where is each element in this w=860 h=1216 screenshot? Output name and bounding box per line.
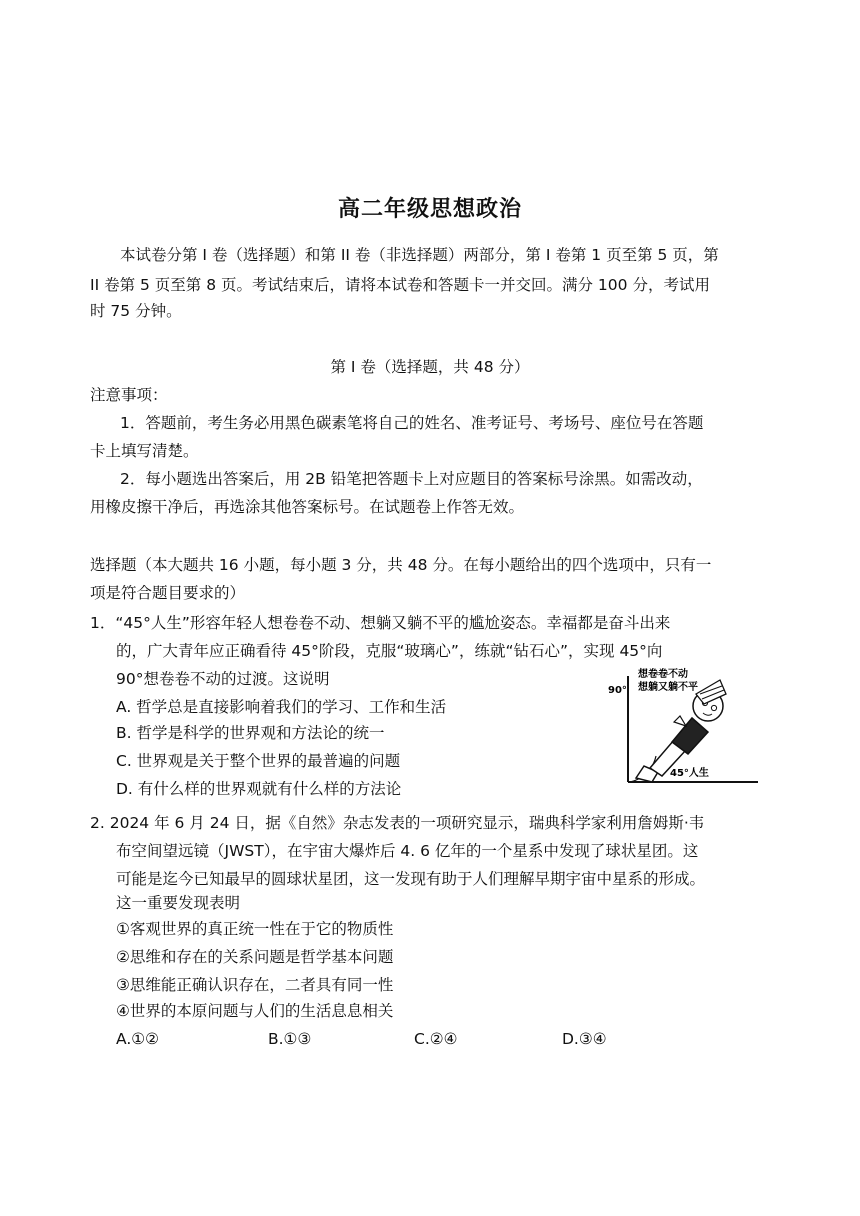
figure-label-45: 45°人生 <box>670 768 709 779</box>
intro-line-3: 时 75 分钟。 <box>90 302 182 320</box>
figure-label-90: 90° <box>608 685 627 696</box>
q1-stem-line-3: 90°想卷卷不动的过渡。这说明 <box>116 670 330 688</box>
leaning-person-icon <box>636 680 726 782</box>
notice-line-1: 1．答题前，考生务必用黑色碳素笔将自己的姓名、准考证号、考场号、座位号在答题 <box>120 414 704 432</box>
q2-stem-line-2: 布空间望远镜（JWST），在宇宙大爆炸后 4. 6 亿年的一个星系中发现了球状星团。这 <box>116 842 699 860</box>
page-title: 高二年级思想政治 <box>337 196 522 222</box>
q2-option-c: C.②④ <box>414 1030 458 1048</box>
q2-stem-line-4: 这一重要发现表明 <box>116 894 241 912</box>
intro-line-1: 本试卷分第 I 卷（选择题）和第 II 卷（非选择题）两部分，第 I 卷第 1 页至第 5 页，第 <box>120 246 719 264</box>
q1-option-a: A. 哲学总是直接影响着我们的学习、工作和生活 <box>116 698 447 716</box>
q2-option-d: D.③④ <box>562 1030 607 1048</box>
q1-stem-line-1: 1．“45°人生”形容年轻人想卷卷不动、想躺又躺不平的尴尬姿态。幸福都是奋斗出来 <box>90 614 671 632</box>
q1-option-d: D. 有什么样的世界观就有什么样的方法论 <box>116 780 402 798</box>
q1-illustration <box>608 664 760 786</box>
intro-line-2: II 卷第 5 页至第 8 页。考试结束后，请将本试卷和答题卡一并交回。满分 100 分，考试用 <box>90 276 710 294</box>
section-intro-line-2: 项是符合题目要求的） <box>90 584 246 602</box>
notice-line-2: 卡上填写清楚。 <box>90 442 199 460</box>
figure-label-top-1: 想卷卷不动 <box>638 669 688 680</box>
notice-line-3: 2．每小题选出答案后，用 2B 铅笔把答题卡上对应题目的答案标号涂黑。如需改动， <box>120 470 703 488</box>
part1-header: 第 I 卷（选择题，共 48 分） <box>330 358 530 376</box>
q2-statement-4: ④世界的本原问题与人们的生活息息相关 <box>116 1002 394 1020</box>
q2-stem-line-1: 2. 2024 年 6 月 24 日，据《自然》杂志发表的一项研究显示，瑞典科学家利用詹姆斯·韦 <box>90 814 705 832</box>
q1-option-b: B. 哲学是科学的世界观和方法论的统一 <box>116 724 385 742</box>
section-intro-line-1: 选择题（本大题共 16 小题，每小题 3 分，共 48 分。在每小题给出的四个选项中，只有一 <box>90 556 712 574</box>
q2-statement-3: ③思维能正确认识存在，二者具有同一性 <box>116 976 394 994</box>
q2-statement-1: ①客观世界的真正统一性在于它的物质性 <box>116 920 394 938</box>
q2-option-b: B.①③ <box>268 1030 312 1048</box>
q2-option-a: A.①② <box>116 1030 160 1048</box>
figure-label-top-2: 想躺又躺不平 <box>638 682 698 693</box>
notice-title: 注意事项： <box>90 386 168 404</box>
q2-stem-line-3: 可能是迄今已知最早的圆球状星团，这一发现有助于人们理解早期宇宙中星系的形成。 <box>116 870 706 888</box>
q1-stem-line-2: 的，广大青年应正确看待 45°阶段，克服“玻璃心”，练就“钻石心”，实现 45°向 <box>116 642 663 660</box>
q1-option-c: C. 世界观是关于整个世界的最普遍的问题 <box>116 752 401 770</box>
q2-statement-2: ②思维和存在的关系问题是哲学基本问题 <box>116 948 394 966</box>
notice-line-4: 用橡皮擦干净后，再选涂其他答案标号。在试题卷上作答无效。 <box>90 498 525 516</box>
